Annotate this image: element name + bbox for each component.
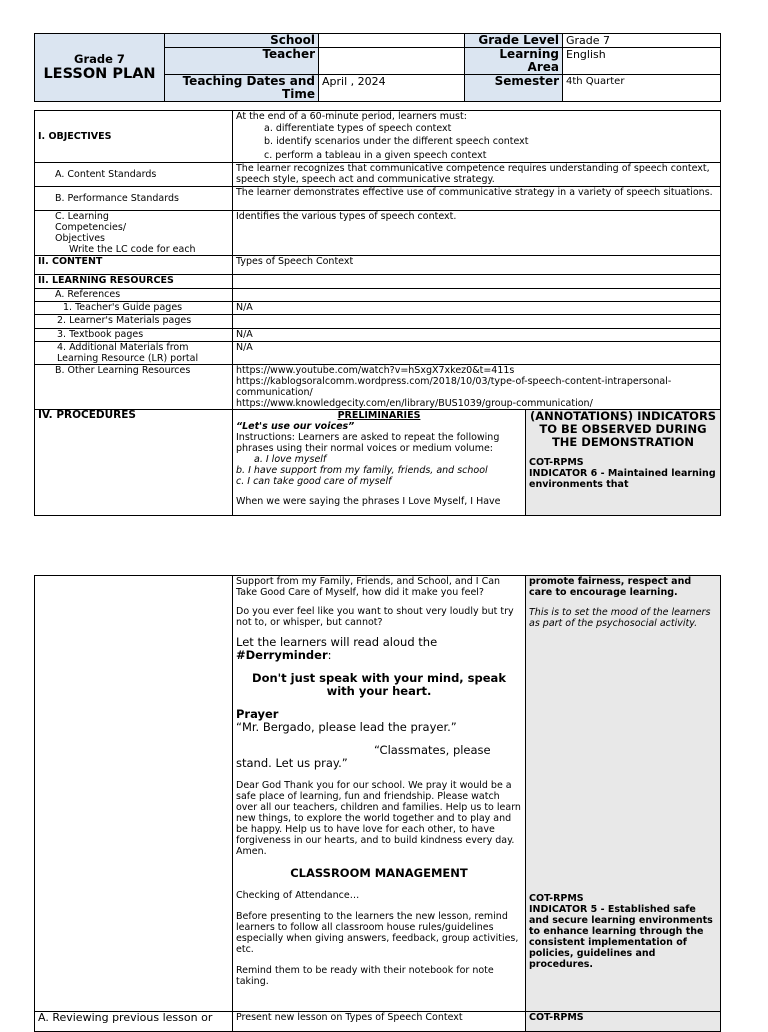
textbook-label: 3. Textbook pages	[35, 329, 233, 342]
grade-label: Grade 7	[74, 52, 125, 66]
indicator-6-text-cont: promote fairness, respect and care to encourage learning.	[529, 576, 692, 598]
content-standards-label: A. Content Standards	[35, 163, 233, 187]
house-rules-text: Before presenting to the learners the new lesson, remind learners to follow all classroom house rules/guidelines especially when giving answers, feedback, group activities, etc.	[236, 911, 519, 955]
competencies-value: Identifies the various types of speech context.	[233, 211, 721, 256]
content-label: II. CONTENT	[35, 256, 233, 275]
cot-rpms-label: COT-RPMS	[529, 893, 584, 904]
competencies-label: C. Learning Competencies/ Objectives	[55, 211, 127, 244]
shout-question: Do you ever feel like you want to shout very loudly but try not to, or whisper, but cannot?	[236, 606, 514, 628]
activity-title: “Let's use our voices”	[236, 421, 355, 432]
preliminaries-cont-cell	[233, 576, 526, 1012]
prayer-classmates: “Classmates, please	[374, 743, 491, 757]
title-cell	[35, 34, 165, 102]
other-resources-label: B. Other Learning Resources	[35, 365, 233, 410]
school-value[interactable]	[319, 34, 465, 48]
procedures-table-page2	[34, 575, 721, 1032]
school-label: School	[165, 34, 319, 48]
prayer-text: Dear God Thank you for our school. We pray it would be a safe place of learning, fun and friendship. Please watch over all our teachers, children and families. Help us to learn new things, to explore the world together and to play and be happy. Help us to have love for each other, to have forgiveness in our hearts, and to build kindness every day. Amen.	[236, 780, 521, 857]
objective-item: c. perform a tableau in a given speech context	[264, 150, 487, 161]
procedures-label: IV. PROCEDURES	[35, 410, 233, 516]
resources-label: II. LEARNING RESOURCES	[35, 275, 233, 289]
textbook-value: N/A	[233, 329, 721, 342]
objectives-label: I. OBJECTIVES	[35, 111, 233, 163]
learning-area-value: English	[563, 48, 721, 75]
teacher-label: Teacher	[165, 48, 319, 75]
semester-value: 4th Quarter	[563, 75, 721, 102]
indicator-5-text: INDICATOR 5 - Established safe and secure learning environments to enhance learning through the consistent implementation of policies, guidelines and procedures.	[529, 904, 713, 970]
resource-link[interactable]: https://www.knowledgecity.com/en/library/BUS1039/group-communication/	[236, 398, 593, 409]
cot-rpms-label: COT-RPMS	[529, 457, 584, 468]
preliminaries-heading: PRELIMINARIES	[337, 410, 421, 421]
derryminder-quote: Don't just speak with your mind, speak with your heart.	[252, 671, 506, 698]
teacher-value[interactable]	[319, 48, 465, 75]
performance-standards-value: The learner demonstrates effective use of communicative strategy in a variety of speech situations.	[233, 187, 721, 211]
dates-value: April , 2024	[319, 75, 465, 102]
semester-label: Semester	[465, 75, 563, 102]
reviewing-label: A. Reviewing previous lesson or	[35, 1012, 233, 1032]
cot-rpms-label: COT-RPMS	[526, 1012, 721, 1032]
annotations-cont-cell	[526, 576, 721, 1012]
content-value: Types of Speech Context	[233, 256, 721, 275]
objective-item: b. identify scenarios under the different speech context	[264, 136, 529, 147]
objectives-cell	[233, 111, 721, 163]
phrase-b: b. I have support from my family, friends, and school	[236, 465, 488, 476]
phrase-question-part1: When we were saying the phrases I Love Myself, I Have	[236, 496, 501, 507]
annotations-title: (ANNOTATIONS) INDICATORS TO BE OBSERVED DURING THE DEMONSTRATION	[529, 409, 717, 449]
notebook-reminder: Remind them to be ready with their notebook for note taking.	[236, 965, 494, 987]
learners-materials-value	[233, 315, 721, 329]
phrase-a: a. I love myself	[254, 454, 327, 465]
lesson-plan-title: LESSON PLAN	[43, 66, 156, 82]
teachers-guide-label: 1. Teacher's Guide pages	[35, 302, 233, 315]
grade-level-label: Grade Level	[465, 34, 563, 48]
prayer-stand: stand. Let us pray.”	[236, 756, 348, 770]
objectives-intro: At the end of a 60-minute period, learners must:	[236, 111, 467, 122]
learning-area-label: Learning Area	[465, 48, 563, 75]
references-label: A. References	[35, 289, 233, 302]
preliminaries-cell	[233, 410, 526, 516]
read-aloud-instruction: Let the learners will read aloud the #Derryminder:	[236, 635, 438, 662]
performance-standards-label: B. Performance Standards	[35, 187, 233, 211]
additional-materials-label: 4. Additional Materials from Learning Resource (LR) portal	[35, 342, 233, 365]
attendance-text: Checking of Attendance…	[236, 890, 360, 901]
grade-level-value: Grade 7	[563, 34, 721, 48]
derryminder-tag: #Derryminder	[236, 648, 328, 662]
teachers-guide-value: N/A	[233, 302, 721, 315]
objectives-table	[34, 110, 721, 516]
header-table	[34, 33, 721, 102]
learners-materials-label: 2. Learner's Materials pages	[35, 315, 233, 329]
prayer-heading: Prayer	[236, 707, 279, 721]
indicator-6-text: INDICATOR 6 - Maintained learning environments that	[529, 468, 716, 490]
objective-item: a. differentiate types of speech context	[264, 123, 452, 134]
resource-link[interactable]: https://www.youtube.com/watch?v=hSxgX7xkez0&t=411s	[236, 365, 515, 376]
prayer-lead: “Mr. Bergado, please lead the prayer.”	[236, 720, 457, 734]
content-standards-value: The learner recognizes that communicative competence requires understanding of speech context, speech style, speech act and communicative strategy.	[233, 163, 721, 187]
competencies-note: Write the LC code for each	[69, 244, 196, 255]
dates-label: Teaching Dates and Time	[165, 75, 319, 102]
present-lesson-text: Present new lesson on Types of Speech Context	[233, 1012, 526, 1032]
other-resources-links	[233, 365, 721, 410]
phrase-question-part2: Support from my Family, Friends, and School, and I Can Take Good Care of Myself, how did it make you feel?	[236, 576, 501, 598]
classroom-management-heading: CLASSROOM MANAGEMENT	[290, 866, 468, 880]
phrase-c: c. I can take good care of myself	[236, 476, 392, 487]
annotations-cell	[526, 410, 721, 516]
activity-instructions: Instructions: Learners are asked to repeat the following phrases using their normal voices or medium volume:	[236, 432, 500, 454]
mood-annotation: This is to set the mood of the learners as part of the psychosocial activity.	[529, 607, 711, 629]
resource-link[interactable]: https://kablogsoralcomm.wordpress.com/2018/10/03/type-of-speech-content-intrapersonal-communication/	[236, 376, 672, 398]
competencies-label-cell	[35, 211, 233, 256]
additional-materials-value: N/A	[233, 342, 721, 365]
